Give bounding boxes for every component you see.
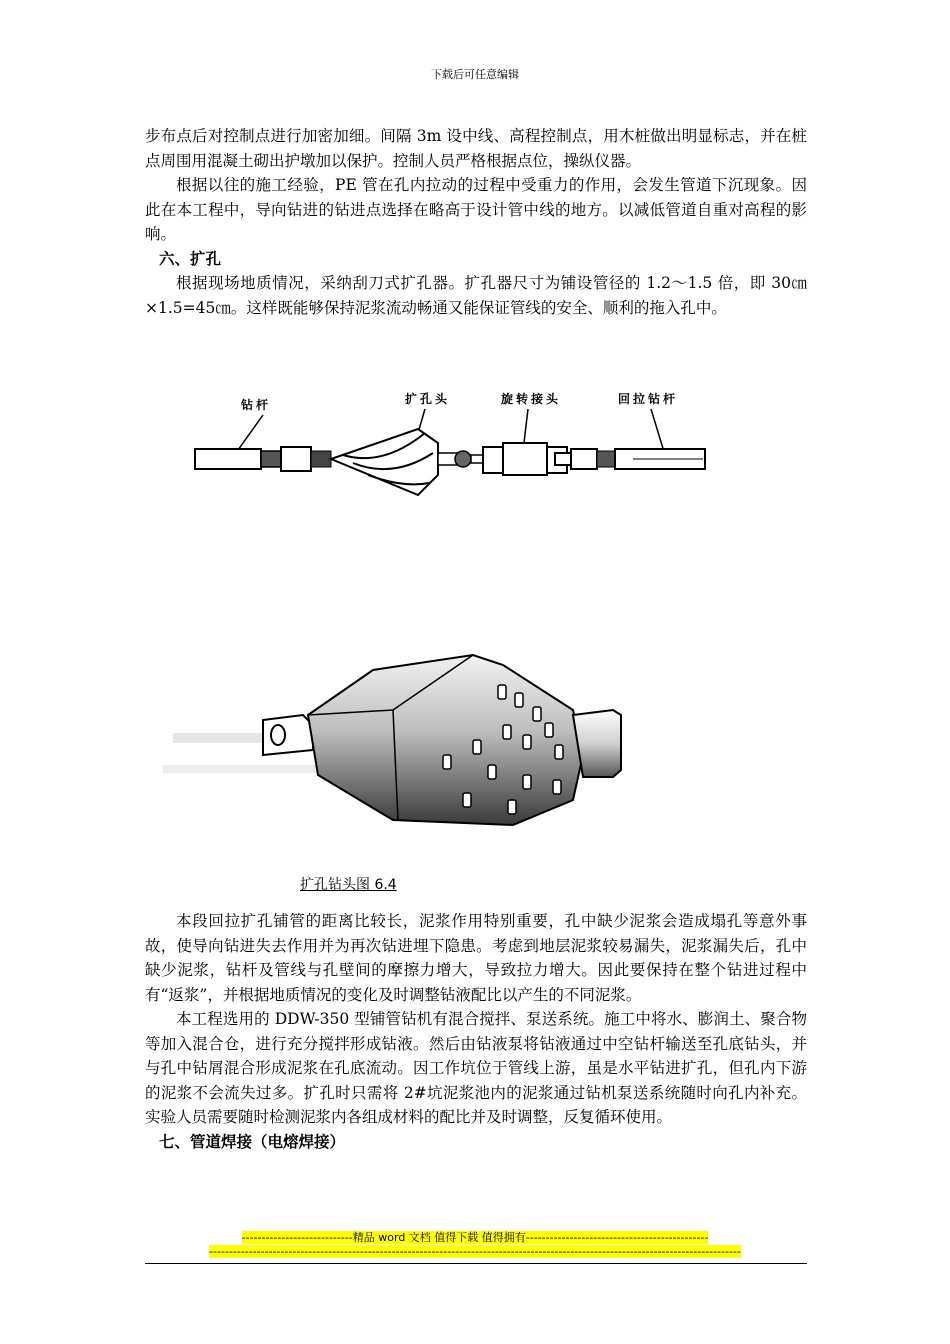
label-reamer-head: 扩孔头 xyxy=(405,392,451,406)
reamer-bit-figure xyxy=(143,615,633,860)
paragraph-drilling-rig: 本工程选用的 DDW-350 型铺管钻机有混合搅拌、泵送系统。施工中将水、膨润土、聚合物等加入混合仓，进行充分搅拌形成钻液。然后由钻液泵将钻液通过中空钻杆输送至孔底钻头，并与孔中钻屑混合形成泥浆在孔底流动。因工作坑位于管线上游，虽是水平钻进扩孔，但孔内下游的泥浆不会流失过多。扩孔时只需将 2#坑泥浆池内的泥浆通过钻机泵送系统随时向孔内补充。实验人员需要随时检测泥浆内各组成材料的配比并及时调整，反复循环使用。 xyxy=(145,1010,807,1126)
label-swivel: 旋转接头 xyxy=(501,392,562,406)
label-drill-rod: 钻杆 xyxy=(241,398,272,412)
page-header: 下载后可任意编辑 xyxy=(431,68,519,81)
figure-caption: 扩孔钻头图 6.4 xyxy=(300,877,397,893)
footer-rule xyxy=(145,1263,807,1264)
heading-reaming: 六、扩孔 xyxy=(159,249,222,268)
paragraph-control-points: 步布点后对控制点进行加密加细。间隔 3m 设中线、高程控制点，用木桩做出明显标志，并在桩点周围用混凝土砌出护墩加以保护。控制人员严格根据点位，操纵仪器。 xyxy=(145,127,807,170)
paragraph-mud-importance: 本段回拉扩孔铺管的距离比较长，泥浆作用特别重要，孔中缺少泥浆会造成塌孔等意外事故，使导向钻进失去作用并为再次钻进埋下隐患。考虑到地层泥浆较易漏失，泥浆漏失后，孔中缺少泥浆，钻杆及管线与孔壁间的摩擦力增大，导致拉力增大。因此要保持在整个钻进过程中有“返浆”，并根据地质情况的变化及时调整钻液配比以产生的不同泥浆。 xyxy=(145,912,807,1004)
body-bottom xyxy=(145,909,807,1154)
heading-pipe-welding: 七、管道焊接（电熔焊接） xyxy=(159,1132,346,1151)
footer-line-1: ----------------------------精品 word 文档 值得下载 值得拥有---------------------------------------------- xyxy=(241,1231,709,1244)
label-pullback-rod: 回拉钻杆 xyxy=(618,392,679,406)
paragraph-reaming: 根据现场地质情况，采纳刮刀式扩孔器。扩孔器尺寸为铺设管径的 1.2～1.5 倍，即 30㎝×1.5=45㎝。这样既能够保持泥浆流动畅通又能保证管线的安全、顺利的拖入孔中。 xyxy=(145,274,807,317)
footer-line-2: -------------------------------------------------------------------------------------------------------------------------------------- xyxy=(209,1245,741,1258)
reamer-assembly-figure xyxy=(193,383,713,533)
paragraph-construction-experience: 根据以往的施工经验，PE 管在孔内拉动的过程中受重力的作用，会发生管道下沉现象。因此在本工程中，导向钻进的钻进点选择在略高于设计管中线的地方。以减低管道自重对高程的影响。 xyxy=(145,176,807,243)
body-top xyxy=(145,124,807,320)
page-footer xyxy=(0,1229,950,1258)
